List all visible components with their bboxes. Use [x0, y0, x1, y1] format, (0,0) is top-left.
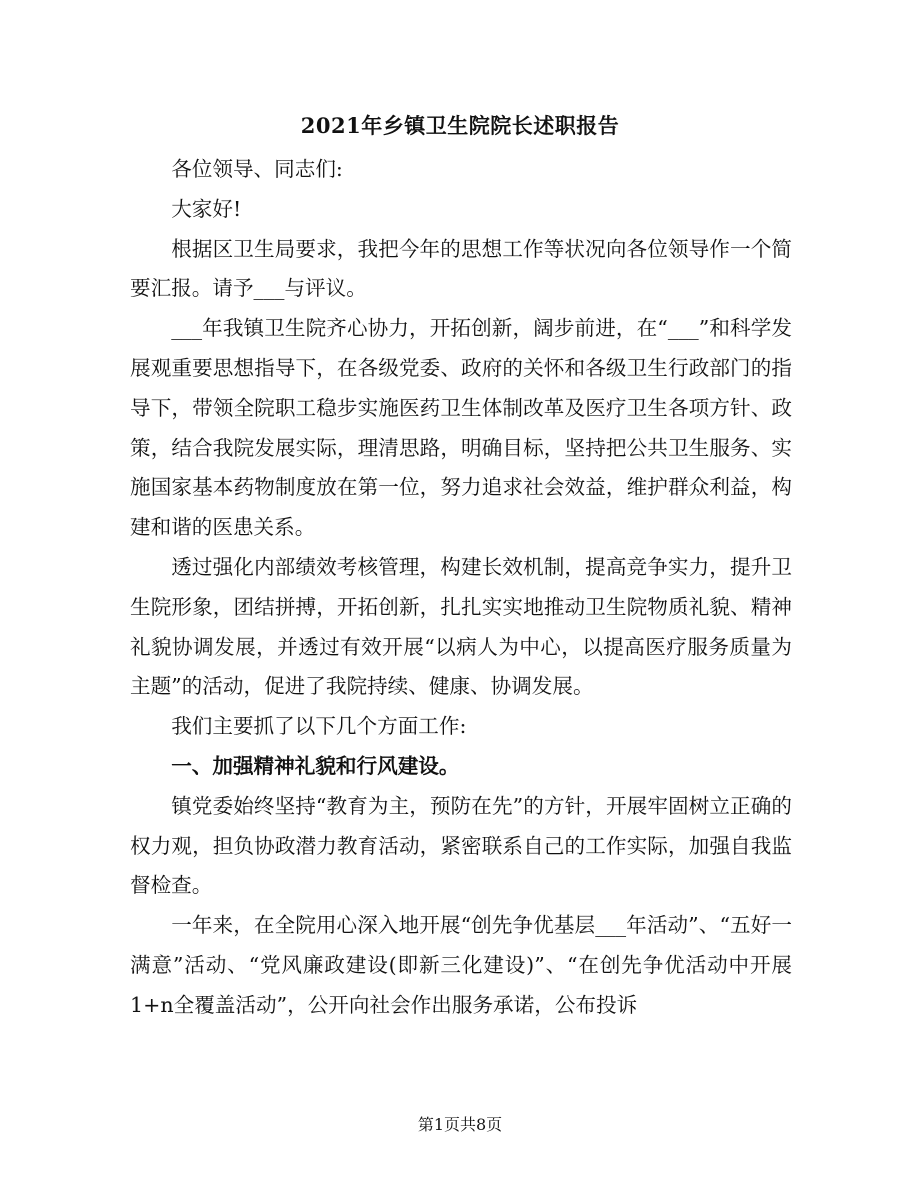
paragraph-intro: 根据区卫生局要求，我把今年的思想工作等状况向各位领导作一个简要汇报。请予___与评议。 [130, 236, 792, 301]
section-heading-1: 一、加强精神礼貌和行风建设。 [171, 753, 460, 778]
paragraph-greeting: 大家好! [171, 196, 242, 221]
document-title: 2021年乡镇卫生院院长述职报告 [300, 113, 620, 138]
paragraph-work-areas: 我们主要抓了以下几个方面工作: [171, 714, 467, 739]
page-number-footer: 第1页共8页 [417, 1115, 503, 1134]
paragraph-party-committee: 镇党委始终坚持“教育为主，预防在先”的方针，开展牢固树立正确的权力观，担负协政潜力教育活动，紧密联系自己的工作实际，加强自我监督检查。 [130, 793, 792, 898]
paragraph-overview: ___年我镇卫生院齐心协力，开拓创新，阔步前进，在“___”和科学发展观重要思想指导下，在各级党委、政府的关怀和各级卫生行政部门的指导下，带领全院职工稳步实施医药卫生体制改革及医疗卫生各项方针、政策，结合我院发展实际，理清思路，明确目标，坚持把公共卫生服务、实施国家基本药物制度放在第一位，努力追求社会效益，维护群众利益，构建和谐的医患关系。 [130, 316, 792, 540]
document-body [130, 150, 792, 1026]
paragraph-activities: 一年来，在全院用心深入地开展“创先争优基层___年活动”、“五好一满意”活动、“党风廉政建设(即新三化建设)”、“在创先争优活动中开展1+n全覆盖活动”，公开向社会作出服务承诺，公布投诉 [130, 913, 792, 1017]
paragraph-management: 透过强化内部绩效考核管理，构建长效机制，提高竞争实力，提升卫生院形象，团结拼搏，开拓创新，扎扎实实地推动卫生院物质礼貌、精神礼貌协调发展，并透过有效开展“以病人为中心，以提高医疗服务质量为主题”的活动，促进了我院持续、健康、协调发展。 [130, 554, 792, 699]
paragraph-salutation: 各位领导、同志们: [171, 157, 343, 181]
